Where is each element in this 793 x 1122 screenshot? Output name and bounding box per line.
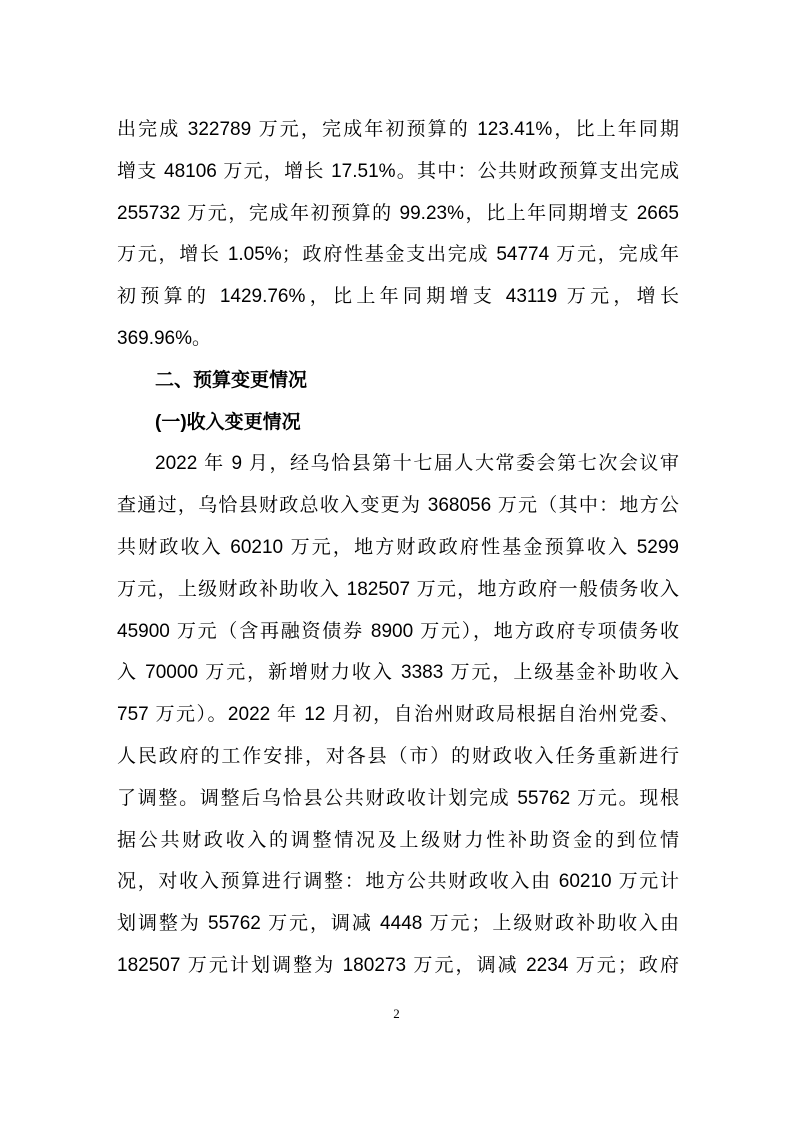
text-line: 况，对收入预算进行调整：地方公共财政收入由 60210 万元计 xyxy=(117,871,679,893)
text-line: 人民政府的工作安排，对各县（市）的财政收入任务重新进行 xyxy=(117,745,679,767)
page-number: 2 xyxy=(393,1006,400,1021)
text-line: 万元，增长 1.05%；政府性基金支出完成 54774 万元，完成年 xyxy=(117,244,679,266)
text-line: 了调整。调整后乌恰县公共财政收计划完成 55762 万元。现根 xyxy=(117,787,679,809)
text-line: 划调整为 55762 万元，调减 4448 万元；上级财政补助收入由 xyxy=(117,913,679,935)
text-line: 万元，上级财政补助收入 182507 万元，地方政府一般债务收入 xyxy=(117,578,679,600)
text-line: 757 万元）。2022 年 12 月初，自治州财政局根据自治州党委、 xyxy=(117,704,679,726)
text-line: 出完成 322789 万元，完成年初预算的 123.41%，比上年同期 xyxy=(117,119,679,140)
text-line: 增支 48106 万元，增长 17.51%。其中：公共财政预算支出完成 xyxy=(117,160,679,182)
text-line: 入 70000 万元，新增财力收入 3383 万元，上级基金补助收入 xyxy=(117,662,679,684)
text-line: 共财政收入 60210 万元，地方财政政府性基金预算收入 5299 xyxy=(117,536,679,558)
text-line: 182507 万元计划调整为 180273 万元，调减 2234 万元；政府 xyxy=(117,954,679,976)
text-line: 初预算的 1429.76%，比上年同期增支 43119 万元，增长 xyxy=(117,286,679,308)
text-line: 2022 年 9 月，经乌恰县第十七届人大常委会第七次会议审 xyxy=(155,453,679,475)
section-heading: 二、预算变更情况 xyxy=(155,369,308,391)
section-heading: (一)收入变更情况 xyxy=(155,411,301,433)
document-body xyxy=(117,109,679,987)
text-line: 369.96%。 xyxy=(117,327,212,349)
text-line: 据公共财政收入的调整情况及上级财力性补助资金的到位情 xyxy=(117,829,679,851)
text-line: 查通过，乌恰县财政总收入变更为 368056 万元（其中：地方公 xyxy=(117,495,679,517)
text-line: 45900 万元（含再融资债券 8900 万元），地方政府专项债务收 xyxy=(117,620,679,642)
text-line: 255732 万元，完成年初预算的 99.23%，比上年同期增支 2665 xyxy=(117,202,679,224)
